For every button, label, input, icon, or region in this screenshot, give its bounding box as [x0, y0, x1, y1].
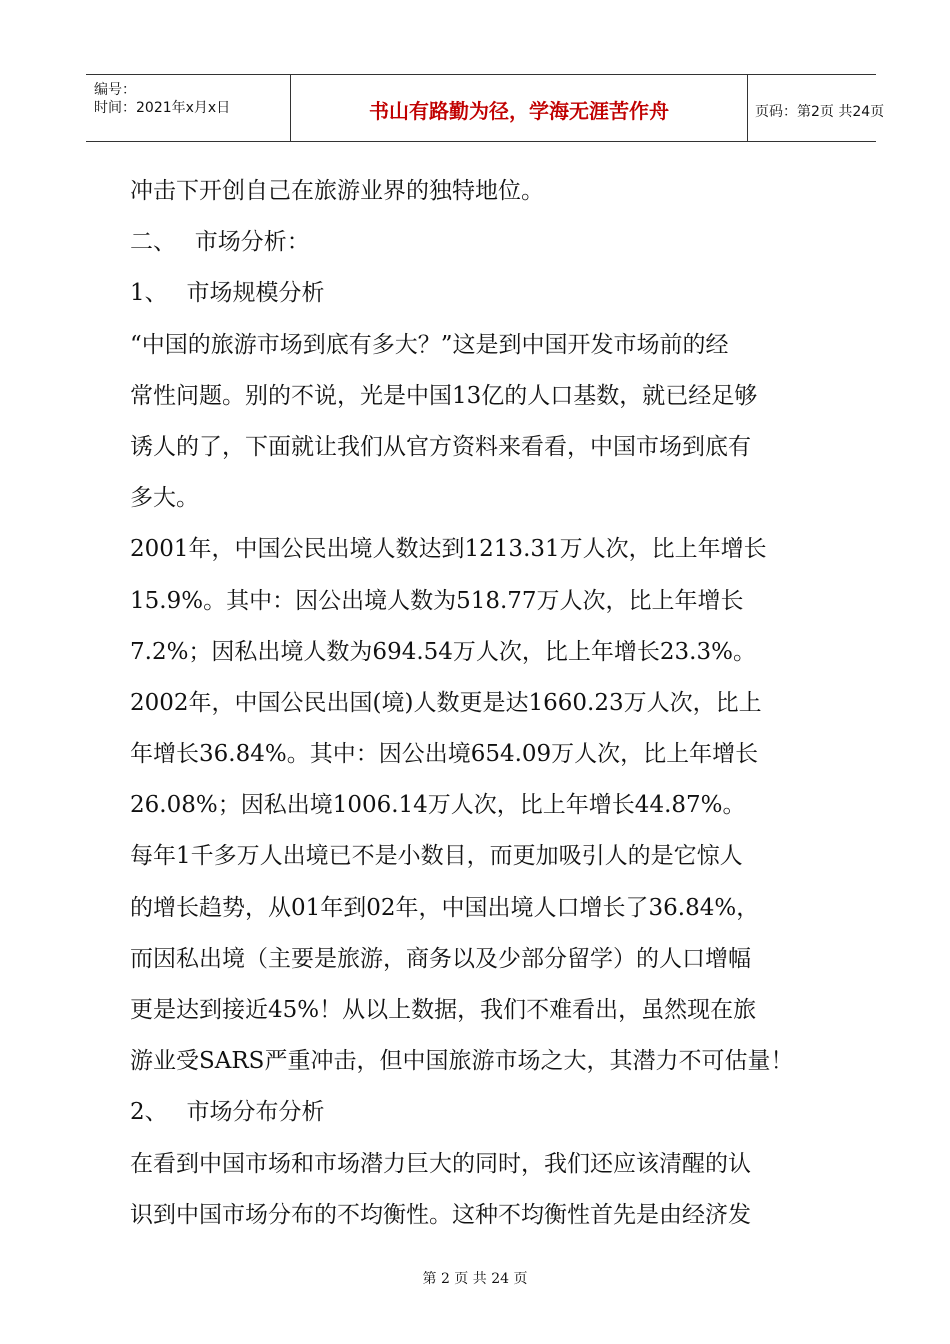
text-line: 多大。 — [130, 485, 199, 512]
header-page-cell — [747, 75, 885, 141]
header-meta-cell — [86, 75, 290, 141]
page-header — [86, 74, 885, 142]
body-text — [130, 166, 840, 1241]
text-line: 识到中国市场分布的不均衡性。这种不均衡性首先是由经济发 — [130, 1201, 751, 1228]
text-line: 诱人的了，下面就让我们从官方资料来看看，中国市场到底有 — [130, 433, 751, 460]
text-line: 7.2%；因私出境人数为694.54万人次，比上年增长23.3%。 — [130, 638, 756, 665]
header-motto-cell — [290, 75, 748, 141]
subsection-heading: 1、 市场规模分析 — [130, 280, 325, 307]
text-line: 2002年，中国公民出国(境)人数更是达1660.23万人次，比上 — [130, 689, 762, 716]
subsection-heading: 2、 市场分布分析 — [130, 1099, 325, 1126]
text-line: 15.9%。其中：因公出境人数为518.77万人次，比上年增长 — [130, 587, 744, 614]
text-line: 26.08%；因私出境1006.14万人次，比上年增长44.87%。 — [130, 792, 746, 819]
document-time-label: 时间：2021年x月x日 — [94, 100, 231, 116]
text-line: 而因私出境（主要是旅游，商务以及少部分留学）的人口增幅 — [130, 945, 751, 972]
text-line: “中国的旅游市场到底有多大？”这是到中国开发市场前的经 — [130, 331, 729, 358]
section-heading: 二、 市场分析： — [130, 229, 310, 256]
header-page-code: 页码：第2页 共24页 — [755, 104, 885, 120]
header-motto: 书山有路勤为径，学海无涯苦作舟 — [369, 99, 669, 123]
text-line: 的增长趋势，从01年到02年，中国出境人口增长了36.84%， — [130, 894, 760, 921]
text-line: 2001年，中国公民出境人数达到1213.31万人次，比上年增长 — [130, 536, 767, 563]
text-line: 游业受SARS严重冲击，但中国旅游市场之大，其潜力不可估量！ — [130, 1048, 794, 1075]
text-line: 冲击下开创自己在旅游业界的独特地位。 — [130, 178, 544, 204]
text-line: 常性问题。别的不说，光是中国13亿的人口基数，就已经足够 — [130, 382, 758, 409]
text-line: 每年1千多万人出境已不是小数目，而更加吸引人的是它惊人 — [130, 843, 743, 870]
document-number-label: 编号： — [94, 82, 136, 98]
text-line: 更是达到接近45%！从以上数据，我们不难看出，虽然现在旅 — [130, 997, 757, 1023]
text-line: 在看到中国市场和市场潜力巨大的同时，我们还应该清醒的认 — [130, 1150, 751, 1177]
page-footer: 第 2 页 共 24 页 — [422, 1271, 528, 1287]
text-line: 年增长36.84%。其中：因公出境654.09万人次，比上年增长 — [130, 741, 759, 768]
